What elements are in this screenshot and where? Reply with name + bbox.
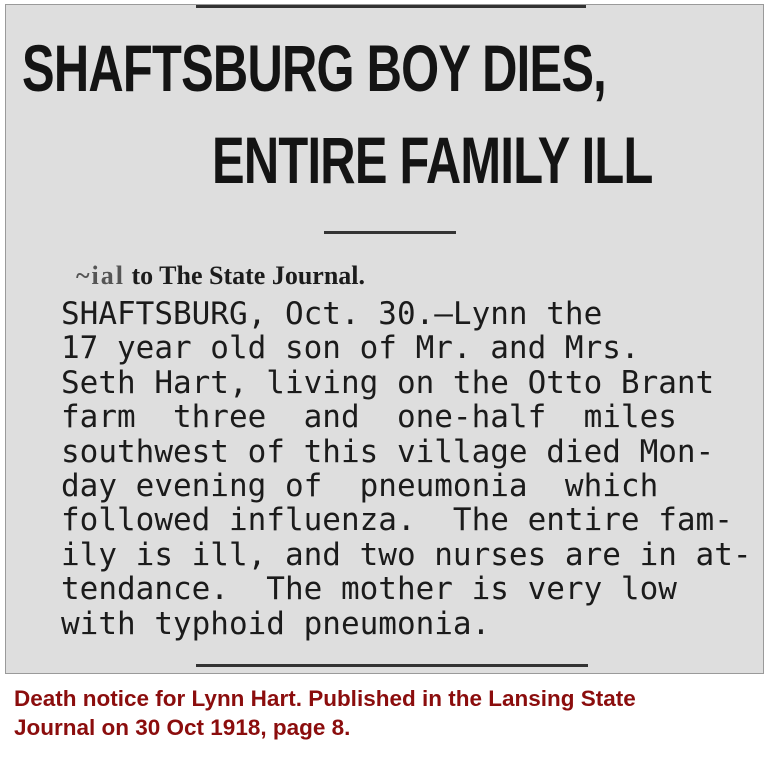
dateline [76,261,365,291]
article-line: tendance. The mother is very low [61,571,677,608]
dateline-prefix: ~ial [76,261,125,290]
article-line: SHAFTSBURG, Oct. 30.—Lynn the [61,296,603,332]
article-line: 17 year old son of Mr. and Mrs. [61,330,640,367]
headline-line-1: SHAFTSBURG BOY DIES, [22,31,607,105]
headline-divider [324,231,456,234]
newspaper-clipping [5,4,764,674]
bottom-rule [196,664,588,667]
top-rule [196,5,586,8]
article-line: day evening of pneumonia which [61,468,659,505]
article-line: farm three and one-half miles [61,399,677,436]
dateline-source: to The State Journal. [131,261,365,290]
headline-line-2: ENTIRE FAMILY ILL [212,123,653,197]
caption-line-2: Journal on 30 Oct 1918, page 8. [14,715,351,740]
article-line: southwest of this village died Mon- [61,433,715,470]
caption [14,684,754,742]
article-body [61,297,754,641]
caption-line-1: Death notice for Lynn Hart. Published in the Lansing State [14,686,636,711]
article-line: ily is ill, and two nurses are in at- [61,536,752,573]
article-line: with typhoid pneumonia. [61,605,491,642]
article-line: Seth Hart, living on the Otto Brant [61,364,715,401]
article-line: followed influenza. The entire fam- [61,502,733,539]
